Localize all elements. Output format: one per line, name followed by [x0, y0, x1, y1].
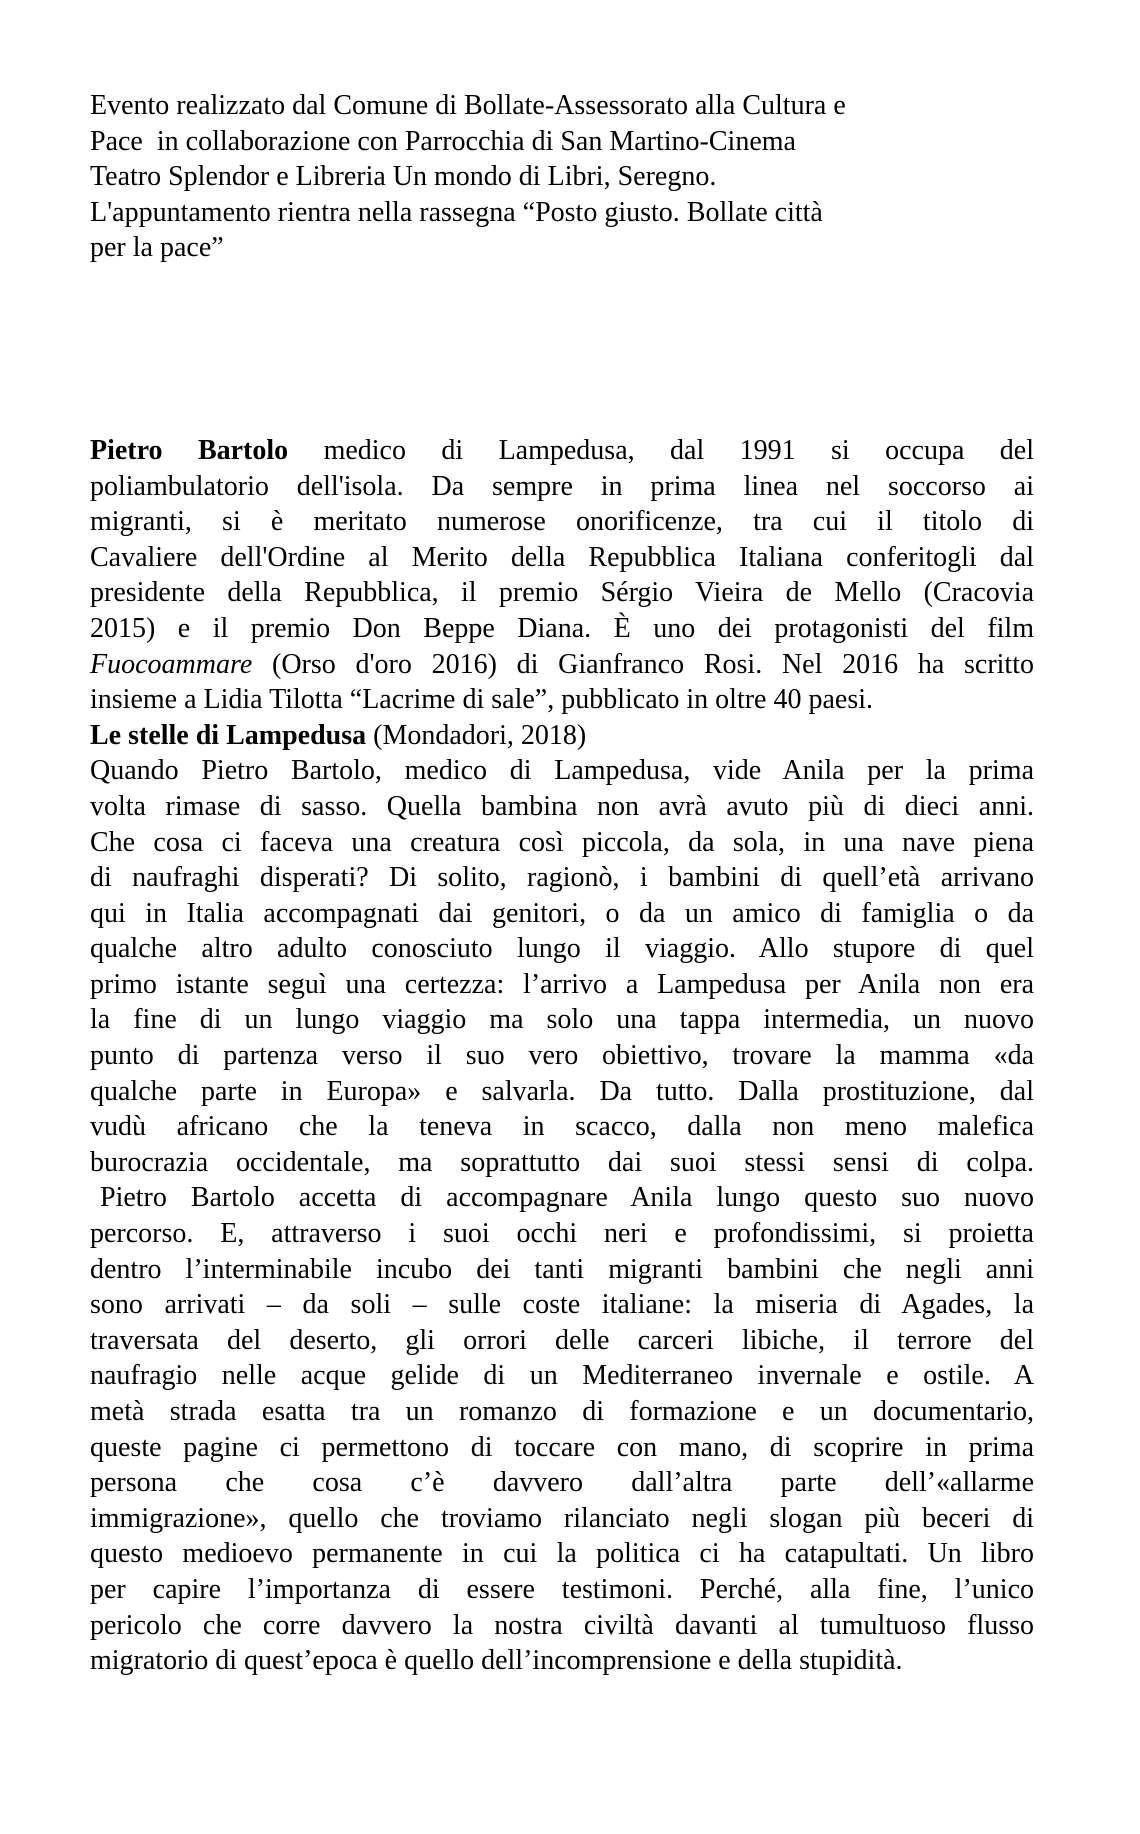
text-line	[90, 1608, 1034, 1644]
text-segment: qualche altro adulto conosciuto lungo il viaggio. Allo stupore di quel	[90, 933, 1034, 965]
text-line	[90, 1216, 1034, 1252]
text-line	[90, 195, 1034, 231]
text-line	[90, 967, 1034, 1003]
text-line	[90, 1002, 1034, 1038]
text-segment: (Mondadori, 2018)	[366, 719, 587, 751]
text-segment: percorso. E, attraverso i suoi occhi neri e profondissimi, si proietta	[90, 1218, 1034, 1250]
text-line	[90, 1252, 1034, 1288]
text-segment: Pace in collaborazione con Parrocchia di San Martino-Cinema	[90, 125, 796, 157]
text-line	[90, 718, 1034, 754]
text-segment: traversata del deserto, gli orrori delle carceri libiche, il terrore del	[90, 1324, 1034, 1356]
book-title-line	[90, 718, 1034, 754]
text-segment: qualche parte in Europa» e salvarla. Da tutto. Dalla prostituzione, dal	[90, 1075, 1034, 1107]
text-line	[90, 1323, 1034, 1359]
text-line	[90, 1287, 1034, 1323]
bold-text-segment: Le stelle di Lampedusa	[90, 719, 367, 751]
text-line	[90, 504, 1034, 540]
text-line	[90, 88, 1034, 124]
text-line	[90, 1536, 1034, 1572]
text-line	[90, 1572, 1034, 1608]
text-segment: per capire l’importanza di essere testimoni. Perché, alla fine, l’unico	[90, 1573, 1034, 1605]
text-segment: metà strada esatta tra un romanzo di formazione e un documentario,	[90, 1396, 1034, 1427]
text-segment: questo medioevo permanente in cui la politica ci ha catapultati. Un libro	[90, 1538, 1034, 1570]
text-line	[90, 1465, 1034, 1501]
text-segment: poliambulatorio dell'isola. Da sempre in prima linea nel soccorso ai	[90, 470, 1034, 502]
text-line	[90, 1109, 1034, 1145]
text-line	[90, 860, 1034, 896]
book-synopsis-paragraph	[90, 753, 1034, 1678]
text-segment: queste pagine ci permettono di toccare con mano, di scoprire in prima	[90, 1431, 1034, 1463]
text-segment: migranti, si è meritato numerose onorificenze, tra cui il titolo di	[90, 506, 1034, 538]
text-line	[90, 647, 1034, 683]
text-line	[90, 825, 1034, 861]
text-line	[90, 611, 1034, 647]
text-segment: burocrazia occidentale, ma soprattutto dai suoi stessi sensi di colpa.	[90, 1146, 1034, 1178]
text-line	[90, 931, 1034, 967]
text-segment: di naufraghi disperati? Di solito, ragionò, i bambini di quell’età arrivano	[90, 862, 1034, 894]
text-line	[90, 753, 1034, 789]
text-segment: L'appuntamento rientra nella rassegna “Posto giusto. Bollate città	[90, 196, 823, 228]
text-segment: persona che cosa c’è davvero dall’altra parte dell’«allarme	[90, 1467, 1034, 1499]
text-line	[90, 1145, 1034, 1181]
text-segment: migratorio di quest’epoca è quello dell’incomprensione e della stupidità.	[90, 1645, 903, 1677]
text-line	[90, 159, 1034, 195]
text-segment: punto di partenza verso il suo vero obiettivo, trovare la mamma «da	[90, 1040, 1034, 1072]
text-line	[90, 682, 1034, 718]
text-line	[90, 1074, 1034, 1110]
text-segment: (Orso d'oro 2016) di Gianfranco Rosi. Nel 2016 ha scritto	[252, 648, 1034, 680]
text-line	[90, 124, 1034, 160]
text-segment: presidente della Repubblica, il premio Sérgio Vieira de Mello (Cracovia	[90, 577, 1034, 609]
event-info-paragraph	[90, 88, 1034, 266]
text-line	[90, 1358, 1034, 1394]
text-segment: Che cosa ci faceva una creatura così piccola, da sola, in una nave piena	[90, 826, 1034, 858]
text-segment: vudù africano che la teneva in scacco, dalla non meno malefica	[90, 1111, 1034, 1143]
text-segment: Teatro Splendor e Libreria Un mondo di Libri, Seregno.	[90, 161, 717, 193]
text-line	[90, 575, 1034, 611]
text-segment: sono arrivati – da soli – sulle coste italiane: la miseria di Agades, la	[90, 1289, 1034, 1321]
text-segment: Cavaliere dell'Ordine al Merito della Repubblica Italiana conferitogli dal	[90, 541, 1034, 573]
text-segment: per la pace”	[90, 232, 224, 264]
text-segment: volta rimase di sasso. Quella bambina non avrà avuto più di dieci anni.	[90, 790, 1034, 822]
text-line	[90, 230, 1034, 266]
text-segment: insieme a Lidia Tilotta “Lacrime di sale”, pubblicato in oltre 40 paesi.	[90, 684, 874, 716]
text-line	[90, 1394, 1034, 1430]
bold-text-segment: Pietro Bartolo	[90, 434, 289, 466]
text-segment: qui in Italia accompagnati dai genitori, o da un amico di famiglia o da	[90, 897, 1034, 929]
text-segment: dentro l’interminabile incubo dei tanti migranti bambini che negli anni	[90, 1253, 1034, 1285]
text-line	[90, 1180, 1034, 1216]
italic-text-segment: Fuocoammare	[90, 648, 253, 680]
text-segment: Evento realizzato dal Comune di Bollate-Assessorato alla Cultura e	[90, 90, 846, 121]
text-segment: pericolo che corre davvero la nostra civiltà davanti al tumultuoso flusso	[90, 1609, 1034, 1641]
text-line	[90, 1038, 1034, 1074]
text-line	[90, 469, 1034, 505]
text-segment: immigrazione», quello che troviamo rilanciato negli slogan più beceri di	[90, 1502, 1034, 1534]
text-line	[90, 540, 1034, 576]
text-segment: 2015) e il premio Don Beppe Diana. È uno dei protagonisti del film	[90, 612, 1034, 644]
text-segment: Pietro Bartolo accetta di accompagnare Anila lungo questo suo nuovo	[100, 1182, 1034, 1214]
text-segment: primo istante seguì una certezza: l’arrivo a Lampedusa per Anila non era	[90, 968, 1034, 1000]
text-segment: la fine di un lungo viaggio ma solo una tappa intermedia, un nuovo	[90, 1004, 1034, 1036]
text-line	[90, 789, 1034, 825]
text-line	[90, 896, 1034, 932]
text-segment: medico di Lampedusa, dal 1991 si occupa del	[288, 434, 1034, 466]
text-line	[90, 1430, 1034, 1466]
author-bio-paragraph	[90, 433, 1034, 718]
text-segment: naufragio nelle acque gelide di un Mediterraneo invernale e ostile. A	[90, 1360, 1034, 1392]
text-line	[90, 1501, 1034, 1537]
text-line	[90, 1643, 1034, 1679]
text-segment: Quando Pietro Bartolo, medico di Lampedusa, vide Anila per la prima	[90, 755, 1034, 787]
text-line	[90, 433, 1034, 469]
